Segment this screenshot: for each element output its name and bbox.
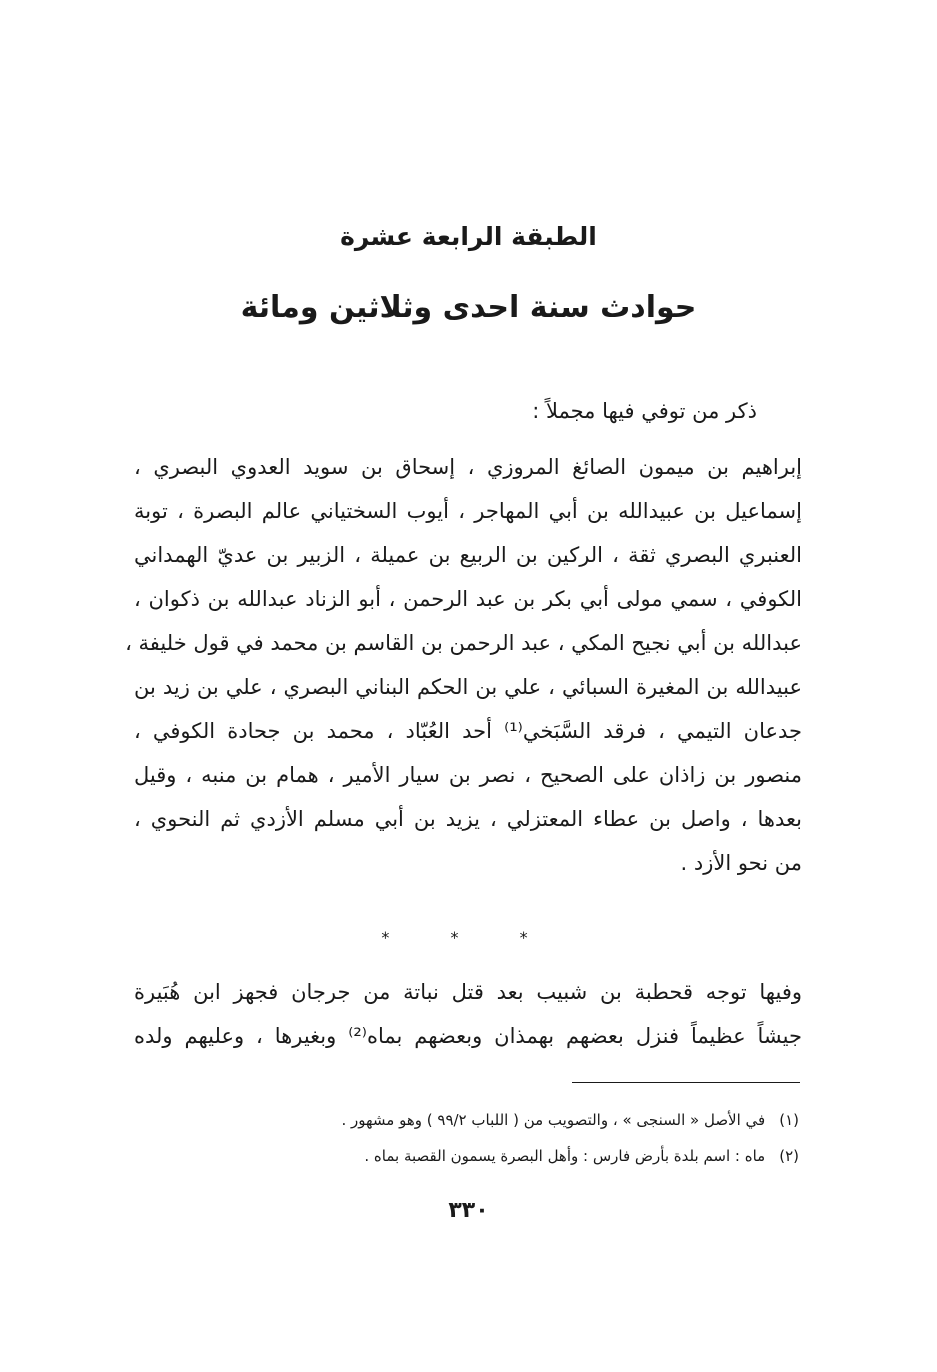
section-separator: * * * [381, 928, 556, 947]
body-line: منصور بن زاذان على الصحيح ، نصر بن سيار الأمير ، همام بن منبه ، وقيل [134, 763, 802, 787]
body-line: إبراهيم بن ميمون الصائغ المروزي ، إسحاق بن سويد العدوي البصري ، [134, 455, 802, 479]
footnote-number: (٢) [779, 1147, 799, 1165]
footnote-text: في الأصل « السنجى » ، والتصويب من ( اللباب ٩٩/٢ ) وهو مشهور . [341, 1111, 766, 1129]
body-line: جدعان التيمي ، فرقد السَّبَخي⁽¹⁾ أحد العُبّاد ، محمد بن جحادة الكوفي ، [134, 719, 803, 743]
section-heading: الطبقة الرابعة عشرة [340, 222, 597, 251]
page-number: ٣٣٠ [448, 1198, 489, 1223]
body-line: عبدالله بن أبي نجيح المكي ، عبد الرحمن بن القاسم بن محمد في قول خليفة ، [125, 631, 802, 655]
body-line: عبيدالله بن المغيرة السبائي ، علي بن الحكم البناني البصري ، علي بن زيد بن [134, 675, 802, 699]
footnote [341, 1110, 799, 1130]
intro-line: ذكر من توفي فيها مجملاً : [532, 399, 757, 423]
body-line: إسماعيل بن عبيدالله بن أبي المهاجر ، أيوب السختياني عالم البصرة ، توبة [134, 499, 802, 523]
footnote-number: (١) [779, 1111, 799, 1129]
body-line: العنبري البصري ثقة ، الركين بن الربيع بن عميلة ، الزبير بن عديّ الهمداني [134, 543, 802, 567]
body-line: من نحو الأزد . [680, 851, 802, 875]
body-line: الكوفي ، سمي مولى أبي بكر بن عبد الرحمن ، أبو الزناد عبدالله بن ذكوان ، [134, 587, 802, 611]
footnote-divider [572, 1082, 800, 1083]
footnote [364, 1146, 799, 1166]
footnote-text: ماه : اسم بلدة بأرض فارس : وأهل البصرة يسمون القصبة بماه . [364, 1147, 766, 1165]
body-line: بعدها ، واصل بن عطاء المعتزلي ، يزيد بن أبي مسلم الأزدي ثم النحوي ، [134, 807, 802, 831]
chapter-title: حوادث سنة احدى وثلاثين ومائة [240, 290, 697, 325]
body-line: وفيها توجه قحطبة بن شبيب بعد قتل نباتة من جرجان فجهز ابن هُبَيرة [134, 980, 802, 1004]
body-line: جيشاً عظيماً فنزل بعضهم بهمذان وبعضهم بماه⁽²⁾ وبغيرها ، وعليهم ولده [134, 1024, 802, 1048]
